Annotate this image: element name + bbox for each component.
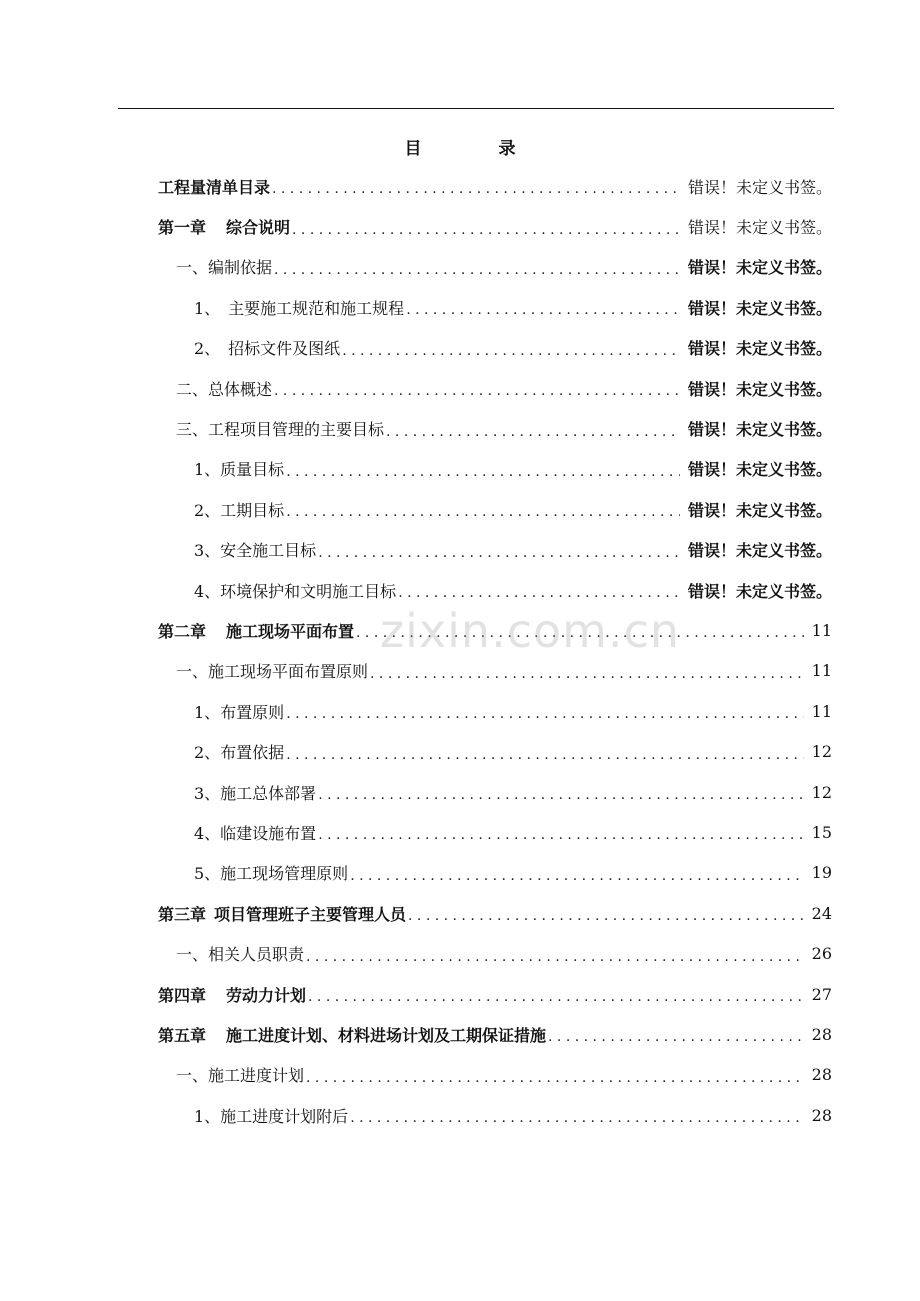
- toc-entry-label: [194, 700, 286, 723]
- toc-page-reference: 15: [811, 822, 832, 842]
- dot-leader: [286, 504, 680, 520]
- dot-leader: [356, 625, 804, 641]
- toc-page-reference: 12: [811, 742, 832, 762]
- toc-page-reference: 11: [811, 661, 832, 681]
- toc-entry-label: [176, 417, 386, 440]
- dot-leader: [318, 827, 803, 843]
- toc-entry-label: [194, 498, 286, 521]
- toc-page-reference: 11: [811, 701, 832, 721]
- toc-entry[interactable]: [0, 691, 920, 731]
- toc-entry-label: [194, 296, 406, 319]
- toc-entry-text: 项目管理班子主要管理人员: [214, 904, 407, 924]
- toc-entry[interactable]: [0, 933, 920, 973]
- toc-entry-label: [158, 215, 292, 238]
- toc-page-reference: 28: [811, 1105, 832, 1125]
- dot-leader: [308, 989, 804, 1005]
- toc-page-reference: 11: [811, 620, 832, 640]
- dot-leader: [548, 1029, 804, 1045]
- dot-leader: [286, 747, 803, 763]
- dot-leader: [342, 343, 680, 359]
- toc-page-reference: 错误！未定义书签。: [687, 298, 832, 318]
- toc-entry-text: 1、 主要施工规范和施工规程: [194, 298, 405, 318]
- toc-chapter-number: 第三章: [158, 904, 207, 924]
- toc-entry[interactable]: [0, 974, 920, 1014]
- toc-entry-label: [176, 942, 306, 965]
- dot-leader: [274, 262, 680, 278]
- toc-entry-label: [176, 1063, 306, 1086]
- dot-leader: [406, 302, 680, 318]
- toc-page-reference: 错误！未定义书签。: [687, 500, 832, 520]
- toc-entry[interactable]: [0, 368, 920, 408]
- toc-entry-label: [176, 659, 370, 682]
- toc-entry-text: 1、布置原则: [194, 702, 285, 722]
- toc-entry-label: [158, 902, 408, 925]
- toc-entry-label: [194, 1104, 350, 1127]
- toc-entry-text: 一、编制依据: [176, 258, 273, 278]
- toc-entry-label: [176, 377, 274, 400]
- toc-entry[interactable]: [0, 812, 920, 852]
- toc-entry[interactable]: [0, 328, 920, 368]
- dot-leader: [292, 222, 680, 238]
- toc-entry[interactable]: [0, 166, 920, 206]
- toc-entry-label: [158, 1023, 548, 1046]
- toc-entry[interactable]: [0, 570, 920, 610]
- toc-entry-text: 4、环境保护和文明施工目标: [194, 581, 397, 601]
- toc-entry-label: [194, 861, 350, 884]
- toc-page-reference: 错误！未定义书签。: [687, 258, 832, 278]
- toc-page-reference: 错误！未定义书签。: [687, 460, 832, 480]
- toc-entry-label: [158, 619, 356, 642]
- dot-leader: [286, 464, 680, 480]
- toc-page-reference: 19: [811, 863, 832, 883]
- dot-leader: [350, 1110, 803, 1126]
- toc-entry-text: 1、施工进度计划附后: [194, 1106, 349, 1126]
- toc-entry[interactable]: [0, 772, 920, 812]
- toc-entry[interactable]: [0, 530, 920, 570]
- toc-title: 目 录: [404, 139, 546, 159]
- dot-leader: [408, 908, 804, 924]
- toc-entry-label: [194, 821, 318, 844]
- dot-leader: [306, 949, 804, 965]
- watermark: zixin.com.cn: [380, 604, 681, 658]
- dot-leader: [272, 181, 680, 197]
- toc-entry-text: 施工进度计划、材料进场计划及工期保证措施: [226, 1025, 547, 1045]
- toc-entry[interactable]: [0, 853, 920, 893]
- toc-page-reference: 错误！未定义书签。: [687, 379, 832, 399]
- toc-chapter-number: 第四章: [158, 985, 207, 1005]
- toc-chapter-number: 第五章: [158, 1025, 207, 1045]
- toc-entry-label: [158, 175, 272, 198]
- toc-entry-label: [194, 538, 318, 561]
- toc-entry-text: 二、总体概述: [176, 379, 273, 399]
- dot-leader: [370, 666, 804, 682]
- toc-entry-label: [158, 983, 308, 1006]
- toc-entry[interactable]: [0, 287, 920, 327]
- toc-entry-label: [194, 579, 398, 602]
- toc-entry-text: 2、工期目标: [194, 500, 285, 520]
- dot-leader: [318, 787, 803, 803]
- toc-entry-label: [176, 255, 274, 278]
- toc-entry-text: 3、安全施工目标: [194, 541, 317, 561]
- toc-entry[interactable]: [0, 489, 920, 529]
- toc-entry[interactable]: [0, 449, 920, 489]
- toc-page-reference: 28: [811, 1065, 832, 1085]
- toc-entry[interactable]: [0, 408, 920, 448]
- toc-entry-text: 5、施工现场管理原则: [194, 864, 349, 884]
- dot-leader: [306, 1070, 804, 1086]
- toc-entry-label: [194, 781, 318, 804]
- toc-entry-text: 4、临建设施布置: [194, 823, 317, 843]
- toc-page-reference: 错误！未定义书签。: [687, 339, 832, 359]
- toc-entry[interactable]: [0, 247, 920, 287]
- toc-page-reference: 26: [811, 944, 832, 964]
- dot-leader: [398, 585, 680, 601]
- toc-page-reference: 错误！未定义书签。: [687, 581, 832, 601]
- toc-entry-text: 施工现场平面布置: [226, 621, 355, 641]
- toc-entry[interactable]: [0, 1095, 920, 1135]
- dot-leader: [286, 706, 803, 722]
- toc-entry[interactable]: [0, 731, 920, 771]
- toc-entry-label: [194, 740, 286, 763]
- toc-entry-text: 三、工程项目管理的主要目标: [176, 420, 385, 440]
- toc-entry[interactable]: [0, 1014, 920, 1054]
- toc-chapter-number: 第二章: [158, 621, 207, 641]
- toc-entry[interactable]: [0, 1055, 920, 1095]
- toc-entry-text: 3、施工总体部署: [194, 783, 317, 803]
- toc-entry[interactable]: [0, 206, 920, 246]
- toc-entry-text: 工程量清单目录: [158, 177, 271, 197]
- toc-entry-text: 2、布置依据: [194, 743, 285, 763]
- toc-entry-text: 一、施工进度计划: [176, 1066, 305, 1086]
- dot-leader: [274, 383, 680, 399]
- dot-leader: [350, 868, 803, 884]
- table-of-contents: [0, 166, 920, 1135]
- toc-chapter-number: 第一章: [158, 218, 207, 238]
- toc-entry-text: 一、施工现场平面布置原则: [176, 662, 369, 682]
- toc-entry-text: 1、质量目标: [194, 460, 285, 480]
- toc-entry[interactable]: [0, 651, 920, 691]
- toc-page-reference: 错误！未定义书签。: [687, 177, 832, 197]
- toc-entry-text: 一、相关人员职责: [176, 945, 305, 965]
- toc-page-reference: 错误！未定义书签。: [687, 541, 832, 561]
- toc-entry-label: [194, 457, 286, 480]
- toc-entry-label: [194, 336, 342, 359]
- toc-page-reference: 28: [811, 1024, 832, 1044]
- header-rule: [118, 108, 834, 109]
- toc-page-reference: 错误！未定义书签。: [687, 218, 832, 238]
- toc-page-reference: 12: [811, 782, 832, 802]
- toc-page-reference: 错误！未定义书签。: [687, 420, 832, 440]
- toc-entry-text: 2、 招标文件及图纸: [194, 339, 341, 359]
- toc-entry-text: 劳动力计划: [226, 985, 307, 1005]
- toc-entry[interactable]: [0, 610, 920, 650]
- toc-page-reference: 24: [811, 903, 832, 923]
- toc-entry[interactable]: [0, 893, 920, 933]
- toc-page-reference: 27: [811, 984, 832, 1004]
- dot-leader: [386, 424, 680, 440]
- dot-leader: [318, 545, 680, 561]
- toc-entry-text: 综合说明: [226, 218, 291, 238]
